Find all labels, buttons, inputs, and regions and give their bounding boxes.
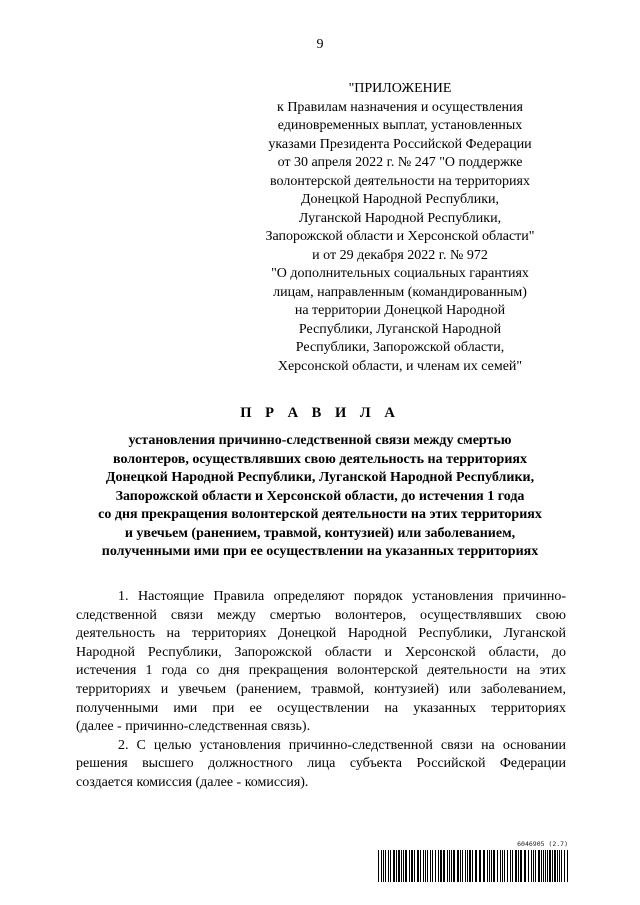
appendix-line: указами Президента Российской Федерации xyxy=(268,136,532,152)
subtitle-line: и увечьем (ранением, травмой, контузией) или заболеванием, xyxy=(124,525,516,541)
appendix-line: Луганской Народной Республики, xyxy=(298,210,502,226)
paragraph-line: 2. С целью установления причинно-следственной связи на основании xyxy=(118,737,566,753)
document-title: П Р А В И Л А xyxy=(240,405,400,421)
paragraph-line: решения высшего должностного лица субъекта Российской Федерации xyxy=(76,756,566,772)
appendix-line: "ПРИЛОЖЕНИЕ xyxy=(348,81,452,96)
appendix-line: лицам, направленным (командированным) xyxy=(273,284,527,300)
body-text xyxy=(76,588,566,793)
subtitle-line: со дня прекращения волонтерской деятельности на этих территориях xyxy=(98,507,542,522)
paragraph-line: 1. Настоящие Правила определяют порядок установления причинно- xyxy=(118,589,566,604)
subtitle-line: волонтеров, осуществлявших свою деятельность на территориях xyxy=(113,451,527,467)
paragraph-line: полученными ими при ее осуществлении на указанных территориях xyxy=(76,700,566,716)
paragraph-line: деятельность на территориях Донецкой Народной Республики, Луганской xyxy=(76,626,566,642)
appendix-line: "О дополнительных социальных гарантиях xyxy=(271,266,529,281)
paragraph-line: территориях и увечьем (ранением, травмой, контузией) или заболеванием, xyxy=(76,681,566,697)
subtitle-line: установления причинно-следственной связи между смертью xyxy=(128,433,512,448)
paragraph-line: следственной связи между смертью волонтеров, осуществлявших свою xyxy=(76,607,566,623)
paragraph-2 xyxy=(76,737,566,793)
appendix-line: Донецкой Народной Республики, xyxy=(300,192,500,207)
document-code: 6046905 (2.7) xyxy=(517,840,568,848)
document-subtitle xyxy=(60,432,580,562)
appendix-line: волонтерской деятельности на территориях xyxy=(270,173,530,189)
subtitle-line: Запорожской области и Херсонской области, до истечения 1 года xyxy=(115,488,525,504)
appendix-line: на территории Донецкой Народной xyxy=(294,303,506,318)
paragraph-line: создается комиссия (далее - комиссия). xyxy=(76,774,309,790)
appendix-line: и от 29 декабря 2022 г. № 972 xyxy=(312,247,488,263)
subtitle-line: полученными ими при ее осуществлении на указанных территориях xyxy=(101,544,539,559)
appendix-line: Запорожской области и Херсонской области" xyxy=(265,229,535,244)
appendix-line: Херсонской области, и членам их семей" xyxy=(277,358,523,374)
barcode-area xyxy=(374,840,568,890)
subtitle-line: Донецкой Народной Республики, Луганской Народной Республики, xyxy=(105,470,535,485)
barcode-icon xyxy=(378,850,568,882)
appendix-line: от 30 апреля 2022 г. № 247 "О поддержке xyxy=(277,155,523,170)
appendix-line: Республики, Луганской Народной xyxy=(298,321,502,337)
paragraph-1 xyxy=(76,588,566,737)
appendix-line: Республики, Запорожской области, xyxy=(295,340,505,355)
paragraph-line: (далее - причинно-следственная связь). xyxy=(76,719,311,735)
page-number: 9 xyxy=(316,37,324,52)
appendix-header xyxy=(240,80,560,376)
appendix-line: к Правилам назначения и осуществления xyxy=(277,99,523,115)
appendix-line: единовременных выплат, установленных xyxy=(277,118,523,133)
paragraph-line: истечения 1 года со дня прекращения волонтерской деятельности на этих xyxy=(76,663,566,679)
paragraph-line: Народной Республики, Запорожской области и Херсонской области, до xyxy=(76,644,566,660)
